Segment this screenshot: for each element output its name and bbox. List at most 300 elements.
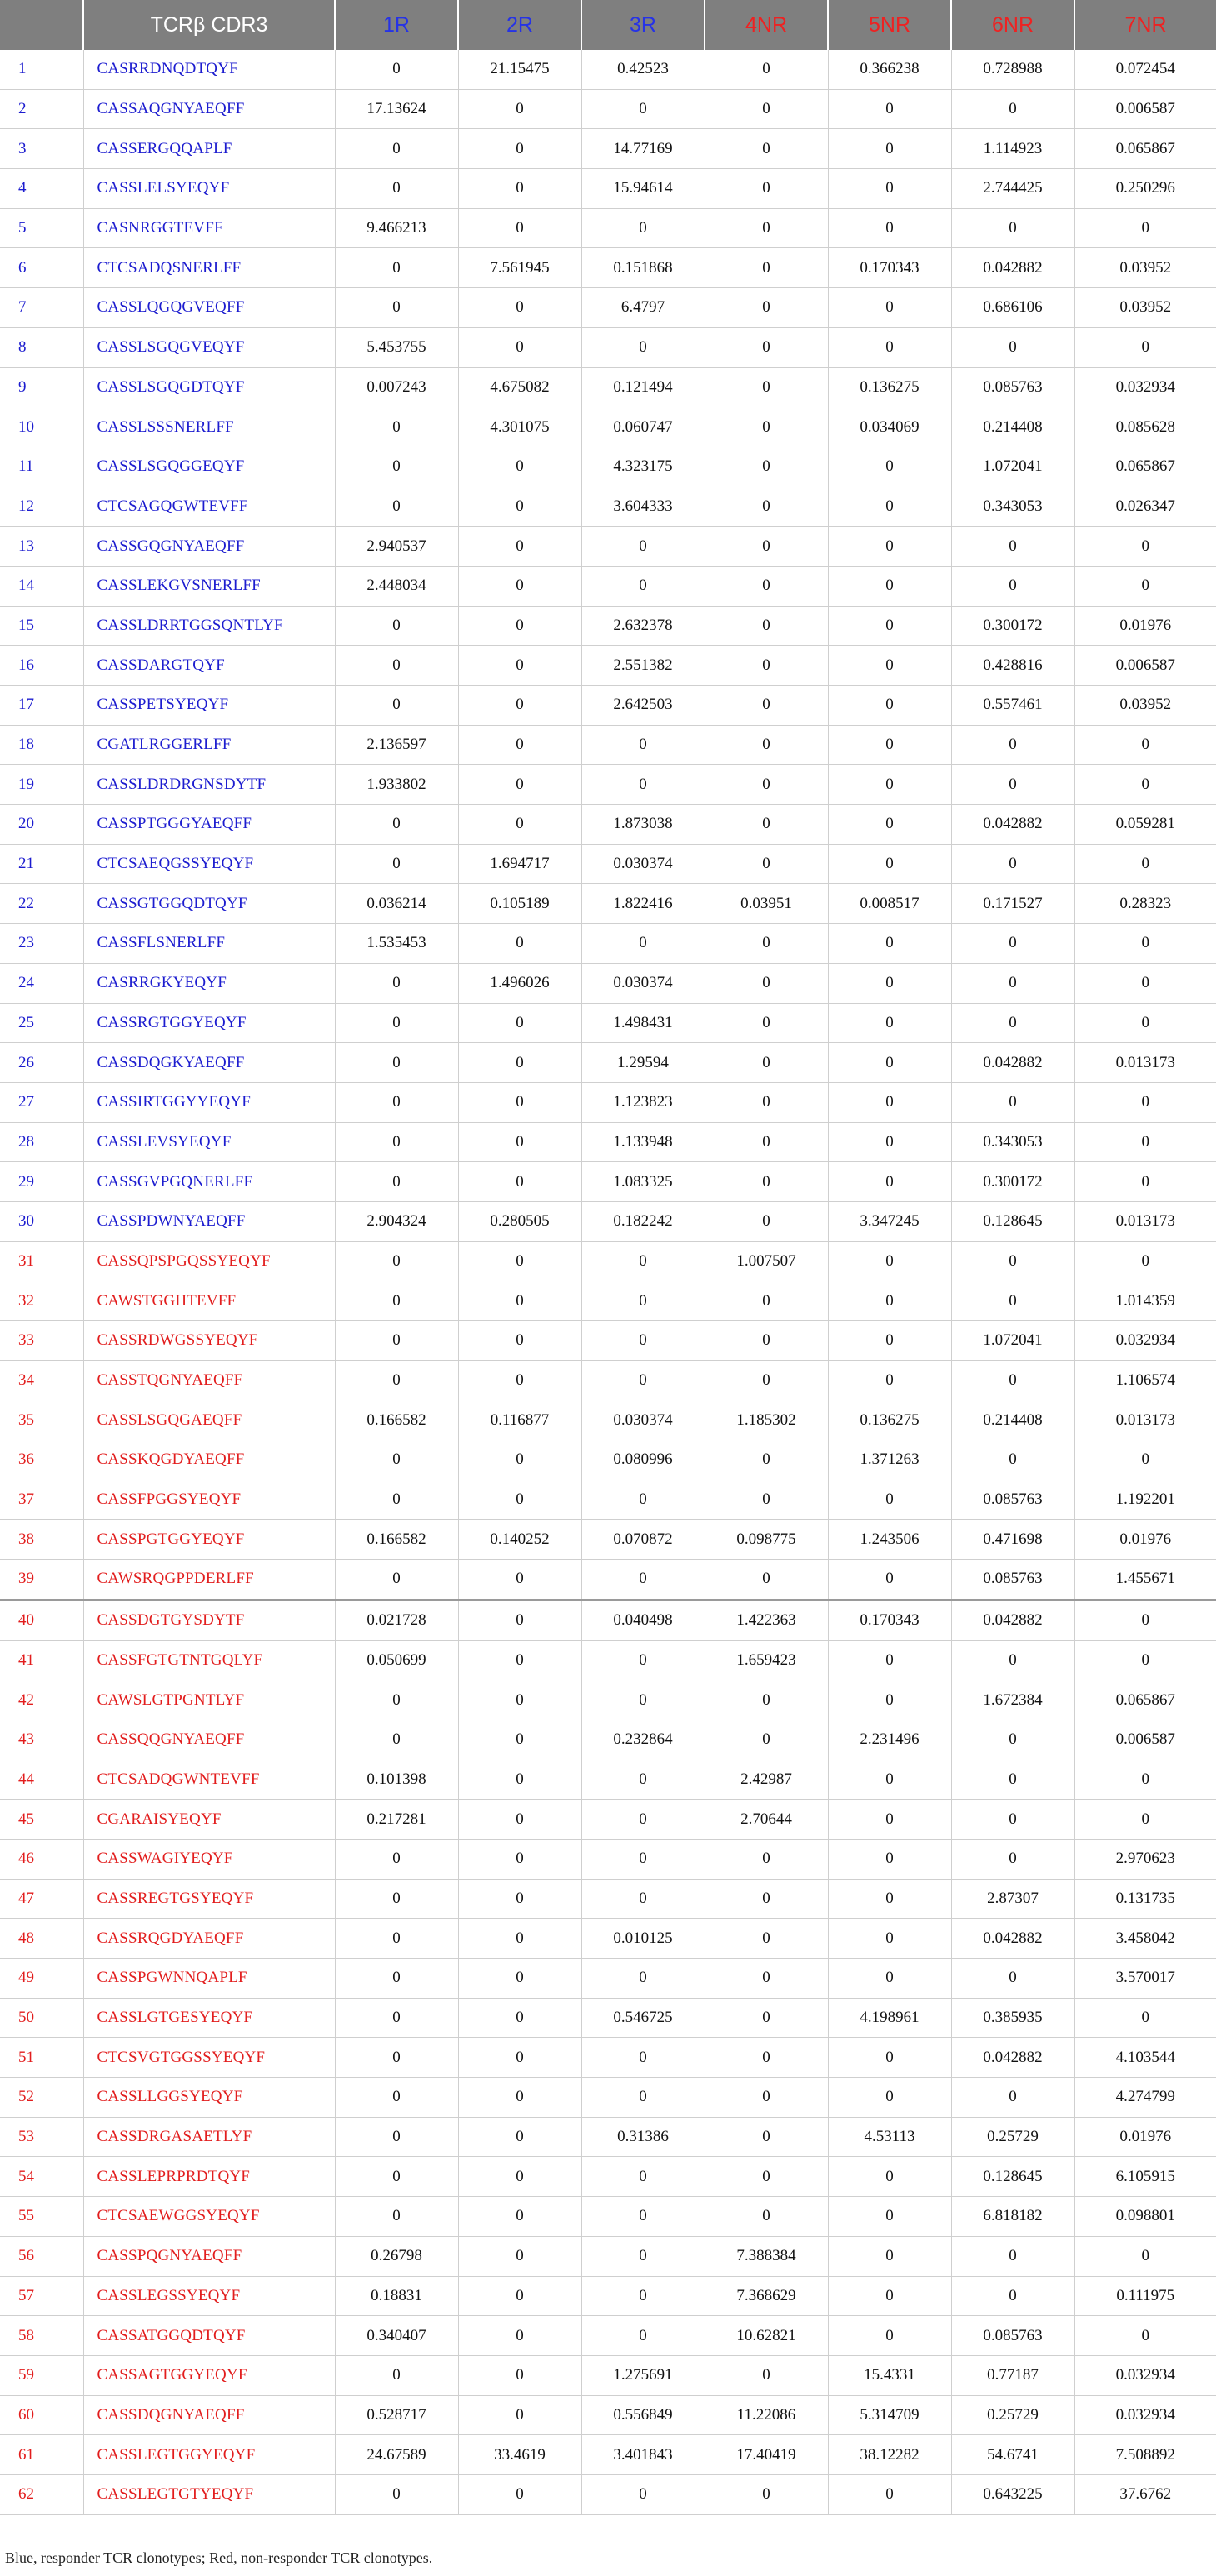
value-5nr: 0 xyxy=(828,1162,951,1202)
value-1r: 0 xyxy=(335,169,458,209)
cdr3-sequence: CASSIRTGGYYEQYF xyxy=(83,1082,335,1122)
table-row xyxy=(0,1640,1216,1680)
value-6nr: 0 xyxy=(951,1800,1074,1840)
value-7nr: 0 xyxy=(1074,844,1216,884)
value-2r: 0.280505 xyxy=(458,1201,581,1241)
value-4nr: 0 xyxy=(705,1680,828,1720)
value-5nr: 1.243506 xyxy=(828,1520,951,1560)
cdr3-sequence: CASSREGTGSYEQYF xyxy=(83,1879,335,1919)
header-3r: 3R xyxy=(581,0,705,50)
value-1r: 0 xyxy=(335,50,458,89)
cdr3-sequence: CASSLELSYEQYF xyxy=(83,169,335,209)
value-6nr: 0 xyxy=(951,1839,1074,1879)
value-7nr: 0 xyxy=(1074,566,1216,606)
cdr3-sequence: CASRRDNQDTQYF xyxy=(83,50,335,89)
value-2r: 0 xyxy=(458,2078,581,2118)
value-4nr: 0 xyxy=(705,963,828,1003)
row-number: 19 xyxy=(0,765,83,805)
table-row xyxy=(0,1760,1216,1800)
value-6nr: 0.042882 xyxy=(951,1919,1074,1959)
table-row xyxy=(0,765,1216,805)
value-2r: 0 xyxy=(458,447,581,487)
cdr3-sequence: CASSLEVSYEQYF xyxy=(83,1122,335,1162)
value-6nr: 0 xyxy=(951,2078,1074,2118)
value-1r: 0 xyxy=(335,1162,458,1202)
cdr3-sequence: CASSATGGQDTQYF xyxy=(83,2316,335,2356)
value-7nr: 1.106574 xyxy=(1074,1360,1216,1400)
value-1r: 0 xyxy=(335,963,458,1003)
value-5nr: 0 xyxy=(828,1241,951,1281)
value-7nr: 0 xyxy=(1074,2316,1216,2356)
value-4nr: 0.03951 xyxy=(705,884,828,924)
cdr3-sequence: CGARAISYEQYF xyxy=(83,1800,335,1840)
value-4nr: 0 xyxy=(705,208,828,248)
value-3r: 0 xyxy=(581,1959,705,1999)
value-6nr: 0 xyxy=(951,1003,1074,1043)
row-number: 40 xyxy=(0,1600,83,1640)
value-7nr: 0.032934 xyxy=(1074,2395,1216,2435)
value-2r: 0 xyxy=(458,1600,581,1640)
value-2r: 0 xyxy=(458,1440,581,1480)
value-6nr: 1.672384 xyxy=(951,1680,1074,1720)
value-5nr: 0 xyxy=(828,805,951,845)
value-1r: 0 xyxy=(335,1241,458,1281)
value-2r: 33.4619 xyxy=(458,2435,581,2475)
value-3r: 0.121494 xyxy=(581,367,705,407)
value-7nr: 0.006587 xyxy=(1074,646,1216,686)
value-4nr: 0 xyxy=(705,1281,828,1321)
value-6nr: 1.072041 xyxy=(951,447,1074,487)
value-1r: 0 xyxy=(335,2117,458,2157)
value-5nr: 0 xyxy=(828,487,951,527)
value-2r: 0.116877 xyxy=(458,1400,581,1440)
cdr3-sequence: CASSPDWNYAEQFF xyxy=(83,1201,335,1241)
value-3r: 2.551382 xyxy=(581,646,705,686)
table-row xyxy=(0,1919,1216,1959)
value-6nr: 0.428816 xyxy=(951,646,1074,686)
value-4nr: 0 xyxy=(705,805,828,845)
value-2r: 0 xyxy=(458,1043,581,1083)
value-5nr: 5.314709 xyxy=(828,2395,951,2435)
value-2r: 0 xyxy=(458,1640,581,1680)
value-1r: 0 xyxy=(335,447,458,487)
value-7nr: 0.01976 xyxy=(1074,2117,1216,2157)
value-3r: 2.642503 xyxy=(581,686,705,726)
value-2r: 0 xyxy=(458,2038,581,2078)
value-7nr: 0 xyxy=(1074,1241,1216,1281)
value-7nr: 0 xyxy=(1074,1162,1216,1202)
value-4nr: 0 xyxy=(705,686,828,726)
value-5nr: 0 xyxy=(828,765,951,805)
row-number: 36 xyxy=(0,1440,83,1480)
row-number: 27 xyxy=(0,1082,83,1122)
value-3r: 0 xyxy=(581,1640,705,1680)
row-number: 61 xyxy=(0,2435,83,2475)
value-4nr: 0 xyxy=(705,1839,828,1879)
table-row xyxy=(0,50,1216,89)
table-row xyxy=(0,1879,1216,1919)
value-3r: 0 xyxy=(581,765,705,805)
value-4nr: 0 xyxy=(705,2038,828,2078)
value-7nr: 0.065867 xyxy=(1074,1680,1216,1720)
value-5nr: 0 xyxy=(828,327,951,367)
value-5nr: 0 xyxy=(828,1800,951,1840)
cdr3-sequence: CASSGVPGQNERLFF xyxy=(83,1162,335,1202)
cdr3-sequence: CASSPQGNYAEQFF xyxy=(83,2236,335,2276)
value-4nr: 0 xyxy=(705,566,828,606)
value-1r: 0 xyxy=(335,129,458,169)
row-number: 42 xyxy=(0,1680,83,1720)
value-5nr: 0 xyxy=(828,1839,951,1879)
row-number: 54 xyxy=(0,2157,83,2197)
cdr3-sequence: CASSQPSPGQSSYEQYF xyxy=(83,1241,335,1281)
row-number: 14 xyxy=(0,566,83,606)
value-7nr: 0.032934 xyxy=(1074,1321,1216,1361)
value-5nr: 0 xyxy=(828,2236,951,2276)
cdr3-sequence: CASSQQGNYAEQFF xyxy=(83,1720,335,1760)
value-1r: 0.18831 xyxy=(335,2276,458,2316)
value-3r: 15.94614 xyxy=(581,169,705,209)
value-3r: 0.070872 xyxy=(581,1520,705,1560)
cdr3-sequence: CASSLEGTGGYEQYF xyxy=(83,2435,335,2475)
value-4nr: 11.22086 xyxy=(705,2395,828,2435)
table-row xyxy=(0,884,1216,924)
value-7nr: 0.111975 xyxy=(1074,2276,1216,2316)
value-6nr: 0 xyxy=(951,566,1074,606)
value-5nr: 0.008517 xyxy=(828,884,951,924)
value-4nr: 0 xyxy=(705,2117,828,2157)
value-1r: 0 xyxy=(335,248,458,288)
value-3r: 1.123823 xyxy=(581,1082,705,1122)
value-4nr: 0 xyxy=(705,527,828,567)
value-2r: 0 xyxy=(458,208,581,248)
cdr3-sequence: CASSGQGNYAEQFF xyxy=(83,527,335,567)
value-3r: 0 xyxy=(581,1281,705,1321)
value-3r: 3.604333 xyxy=(581,487,705,527)
value-4nr: 0 xyxy=(705,646,828,686)
value-6nr: 0.042882 xyxy=(951,2038,1074,2078)
table-row xyxy=(0,487,1216,527)
row-number: 45 xyxy=(0,1800,83,1840)
row-number: 9 xyxy=(0,367,83,407)
value-3r: 0 xyxy=(581,725,705,765)
header-row xyxy=(0,0,1216,50)
value-4nr: 0 xyxy=(705,1440,828,1480)
value-4nr: 0 xyxy=(705,248,828,288)
cdr3-sequence: CAWSRQGPPDERLFF xyxy=(83,1560,335,1600)
value-1r: 2.448034 xyxy=(335,566,458,606)
cdr3-sequence: CASSRDWGSSYEQYF xyxy=(83,1321,335,1361)
value-2r: 0 xyxy=(458,2395,581,2435)
value-7nr: 0.098801 xyxy=(1074,2197,1216,2237)
value-6nr: 0 xyxy=(951,1959,1074,1999)
cdr3-sequence: CASSLEGTGTYEQYF xyxy=(83,2474,335,2514)
value-7nr: 0.03952 xyxy=(1074,686,1216,726)
row-number: 22 xyxy=(0,884,83,924)
cdr3-sequence: CASSDQGKYAEQFF xyxy=(83,1043,335,1083)
value-3r: 1.873038 xyxy=(581,805,705,845)
value-1r: 0 xyxy=(335,2355,458,2395)
header-2r: 2R xyxy=(458,0,581,50)
value-6nr: 0.085763 xyxy=(951,367,1074,407)
value-3r: 0 xyxy=(581,924,705,964)
value-5nr: 0 xyxy=(828,1879,951,1919)
value-6nr: 0.557461 xyxy=(951,686,1074,726)
cdr3-sequence: CASSGTGGQDTQYF xyxy=(83,884,335,924)
row-number: 55 xyxy=(0,2197,83,2237)
cdr3-sequence: CASSLSSSNERLFF xyxy=(83,407,335,447)
value-5nr: 3.347245 xyxy=(828,1201,951,1241)
table-row xyxy=(0,1281,1216,1321)
value-7nr: 37.6762 xyxy=(1074,2474,1216,2514)
row-number: 13 xyxy=(0,527,83,567)
cdr3-sequence: CASSDQGNYAEQFF xyxy=(83,2395,335,2435)
cdr3-sequence: CASSLQGQGVEQFF xyxy=(83,288,335,328)
value-6nr: 0 xyxy=(951,765,1074,805)
value-1r: 2.904324 xyxy=(335,1201,458,1241)
value-4nr: 0 xyxy=(705,725,828,765)
table-row xyxy=(0,2038,1216,2078)
table-header xyxy=(0,0,1216,50)
value-3r: 0 xyxy=(581,2236,705,2276)
value-7nr: 1.014359 xyxy=(1074,1281,1216,1321)
value-6nr: 2.744425 xyxy=(951,169,1074,209)
value-7nr: 0 xyxy=(1074,1998,1216,2038)
cdr3-sequence: CASSLSGQGDTQYF xyxy=(83,367,335,407)
value-3r: 0 xyxy=(581,1879,705,1919)
table-row xyxy=(0,1959,1216,1999)
value-1r: 0 xyxy=(335,1998,458,2038)
value-3r: 0.151868 xyxy=(581,248,705,288)
row-number: 62 xyxy=(0,2474,83,2514)
cdr3-sequence: CASSLEPRPRDTQYF xyxy=(83,2157,335,2197)
header-1r: 1R xyxy=(335,0,458,50)
cdr3-sequence: CASSAGTGGYEQYF xyxy=(83,2355,335,2395)
value-1r: 0 xyxy=(335,1043,458,1083)
value-7nr: 4.103544 xyxy=(1074,2038,1216,2078)
value-7nr: 0.006587 xyxy=(1074,1720,1216,1760)
table-row xyxy=(0,248,1216,288)
value-3r: 0 xyxy=(581,527,705,567)
row-number: 44 xyxy=(0,1760,83,1800)
row-number: 7 xyxy=(0,288,83,328)
value-6nr: 0 xyxy=(951,1360,1074,1400)
value-4nr: 10.62821 xyxy=(705,2316,828,2356)
value-3r: 0 xyxy=(581,2038,705,2078)
value-4nr: 1.185302 xyxy=(705,1400,828,1440)
cdr3-sequence: CAWSLGTPGNTLYF xyxy=(83,1680,335,1720)
value-4nr: 0 xyxy=(705,606,828,646)
value-4nr: 0 xyxy=(705,1043,828,1083)
value-6nr: 0 xyxy=(951,208,1074,248)
value-6nr: 0.085763 xyxy=(951,2316,1074,2356)
value-5nr: 0 xyxy=(828,129,951,169)
table-row xyxy=(0,2276,1216,2316)
row-number: 12 xyxy=(0,487,83,527)
value-7nr: 0 xyxy=(1074,1640,1216,1680)
value-3r: 0 xyxy=(581,327,705,367)
table-row xyxy=(0,1122,1216,1162)
value-5nr: 0.136275 xyxy=(828,1400,951,1440)
value-1r: 0 xyxy=(335,1321,458,1361)
value-3r: 0 xyxy=(581,89,705,129)
row-number: 8 xyxy=(0,327,83,367)
value-3r: 0 xyxy=(581,1839,705,1879)
cdr3-sequence: CTCSAEQGSSYEQYF xyxy=(83,844,335,884)
value-1r: 0.021728 xyxy=(335,1600,458,1640)
table-row xyxy=(0,288,1216,328)
value-5nr: 0 xyxy=(828,725,951,765)
value-5nr: 0 xyxy=(828,606,951,646)
value-3r: 0.31386 xyxy=(581,2117,705,2157)
table-row xyxy=(0,1839,1216,1879)
value-6nr: 0.343053 xyxy=(951,1122,1074,1162)
value-3r: 0 xyxy=(581,2316,705,2356)
table-row xyxy=(0,646,1216,686)
cdr3-sequence: CTCSAGQGWTEVFF xyxy=(83,487,335,527)
value-3r: 4.323175 xyxy=(581,447,705,487)
table-row xyxy=(0,686,1216,726)
value-5nr: 0 xyxy=(828,1321,951,1361)
value-1r: 0.528717 xyxy=(335,2395,458,2435)
value-3r: 0 xyxy=(581,1241,705,1281)
row-number: 43 xyxy=(0,1720,83,1760)
row-number: 48 xyxy=(0,1919,83,1959)
value-6nr: 0 xyxy=(951,1760,1074,1800)
value-1r: 5.453755 xyxy=(335,327,458,367)
value-6nr: 0 xyxy=(951,527,1074,567)
value-6nr: 0.25729 xyxy=(951,2395,1074,2435)
value-3r: 0 xyxy=(581,1680,705,1720)
value-7nr: 0 xyxy=(1074,1440,1216,1480)
value-4nr: 0 xyxy=(705,2157,828,2197)
table-row xyxy=(0,1480,1216,1520)
cdr3-sequence: CTCSVGTGGSSYEQYF xyxy=(83,2038,335,2078)
value-7nr: 0 xyxy=(1074,1003,1216,1043)
table-row xyxy=(0,1043,1216,1083)
value-6nr: 0 xyxy=(951,1281,1074,1321)
value-2r: 0 xyxy=(458,765,581,805)
value-4nr: 0 xyxy=(705,447,828,487)
table-row xyxy=(0,2236,1216,2276)
table-row xyxy=(0,1360,1216,1400)
value-2r: 0 xyxy=(458,805,581,845)
row-number: 4 xyxy=(0,169,83,209)
value-7nr: 2.970623 xyxy=(1074,1839,1216,1879)
table-row xyxy=(0,2157,1216,2197)
value-2r: 0 xyxy=(458,527,581,567)
table-row xyxy=(0,725,1216,765)
value-6nr: 0.643225 xyxy=(951,2474,1074,2514)
value-2r: 0.105189 xyxy=(458,884,581,924)
value-1r: 0 xyxy=(335,288,458,328)
value-5nr: 38.12282 xyxy=(828,2435,951,2475)
cdr3-sequence: CASNRGGTEVFF xyxy=(83,208,335,248)
table-row xyxy=(0,2435,1216,2475)
value-1r: 1.933802 xyxy=(335,765,458,805)
table-row xyxy=(0,129,1216,169)
cdr3-sequence: CASSPGTGGYEQYF xyxy=(83,1520,335,1560)
value-4nr: 0 xyxy=(705,1201,828,1241)
value-4nr: 2.42987 xyxy=(705,1760,828,1800)
row-number: 34 xyxy=(0,1360,83,1400)
value-7nr: 3.570017 xyxy=(1074,1959,1216,1999)
cdr3-sequence: CASSLGTGESYEQYF xyxy=(83,1998,335,2038)
value-4nr: 1.422363 xyxy=(705,1600,828,1640)
row-number: 17 xyxy=(0,686,83,726)
value-5nr: 0 xyxy=(828,527,951,567)
value-7nr: 0 xyxy=(1074,1082,1216,1122)
cdr3-sequence: CASSKQGDYAEQFF xyxy=(83,1440,335,1480)
value-4nr: 2.70644 xyxy=(705,1800,828,1840)
value-1r: 2.940537 xyxy=(335,527,458,567)
cdr3-sequence: CASSLSGQGAEQFF xyxy=(83,1400,335,1440)
row-number: 3 xyxy=(0,129,83,169)
value-1r: 0 xyxy=(335,1959,458,1999)
value-5nr: 0 xyxy=(828,1122,951,1162)
row-number: 21 xyxy=(0,844,83,884)
table-row xyxy=(0,2355,1216,2395)
value-2r: 0 xyxy=(458,1879,581,1919)
value-5nr: 0 xyxy=(828,2474,951,2514)
value-1r: 0 xyxy=(335,1680,458,1720)
value-3r: 0.182242 xyxy=(581,1201,705,1241)
value-6nr: 0.042882 xyxy=(951,1600,1074,1640)
value-1r: 0 xyxy=(335,1082,458,1122)
table-row xyxy=(0,2117,1216,2157)
value-7nr: 0.013173 xyxy=(1074,1201,1216,1241)
value-2r: 0 xyxy=(458,2355,581,2395)
cdr3-sequence: CTCSADQSNERLFF xyxy=(83,248,335,288)
value-4nr: 0 xyxy=(705,2197,828,2237)
value-2r: 4.301075 xyxy=(458,407,581,447)
value-6nr: 0.25729 xyxy=(951,2117,1074,2157)
value-7nr: 0 xyxy=(1074,963,1216,1003)
value-5nr: 4.53113 xyxy=(828,2117,951,2157)
value-3r: 0.030374 xyxy=(581,963,705,1003)
row-number: 30 xyxy=(0,1201,83,1241)
value-4nr: 0 xyxy=(705,1959,828,1999)
value-5nr: 0.366238 xyxy=(828,50,951,89)
table-body xyxy=(0,50,1216,2514)
cdr3-sequence: CASSFGTGTNTGQLYF xyxy=(83,1640,335,1680)
value-4nr: 0 xyxy=(705,1122,828,1162)
value-5nr: 0 xyxy=(828,686,951,726)
value-2r: 1.496026 xyxy=(458,963,581,1003)
value-4nr: 7.368629 xyxy=(705,2276,828,2316)
row-number: 23 xyxy=(0,924,83,964)
value-1r: 0 xyxy=(335,2078,458,2118)
value-7nr: 0 xyxy=(1074,725,1216,765)
header-cdr3: TCRβ CDR3 xyxy=(83,0,335,50)
value-4nr: 0 xyxy=(705,407,828,447)
value-7nr: 0.01976 xyxy=(1074,1520,1216,1560)
value-5nr: 0 xyxy=(828,1680,951,1720)
value-6nr: 0.042882 xyxy=(951,1043,1074,1083)
value-1r: 0 xyxy=(335,2474,458,2514)
header-4nr: 4NR xyxy=(705,0,828,50)
value-1r: 0.26798 xyxy=(335,2236,458,2276)
cdr3-sequence: CASSLDRDRGNSDYTF xyxy=(83,765,335,805)
value-2r: 0 xyxy=(458,1959,581,1999)
value-6nr: 0 xyxy=(951,2276,1074,2316)
value-1r: 0 xyxy=(335,844,458,884)
value-5nr: 0 xyxy=(828,169,951,209)
row-number: 5 xyxy=(0,208,83,248)
row-number: 26 xyxy=(0,1043,83,1083)
value-7nr: 0.013173 xyxy=(1074,1043,1216,1083)
value-4nr: 0 xyxy=(705,50,828,89)
